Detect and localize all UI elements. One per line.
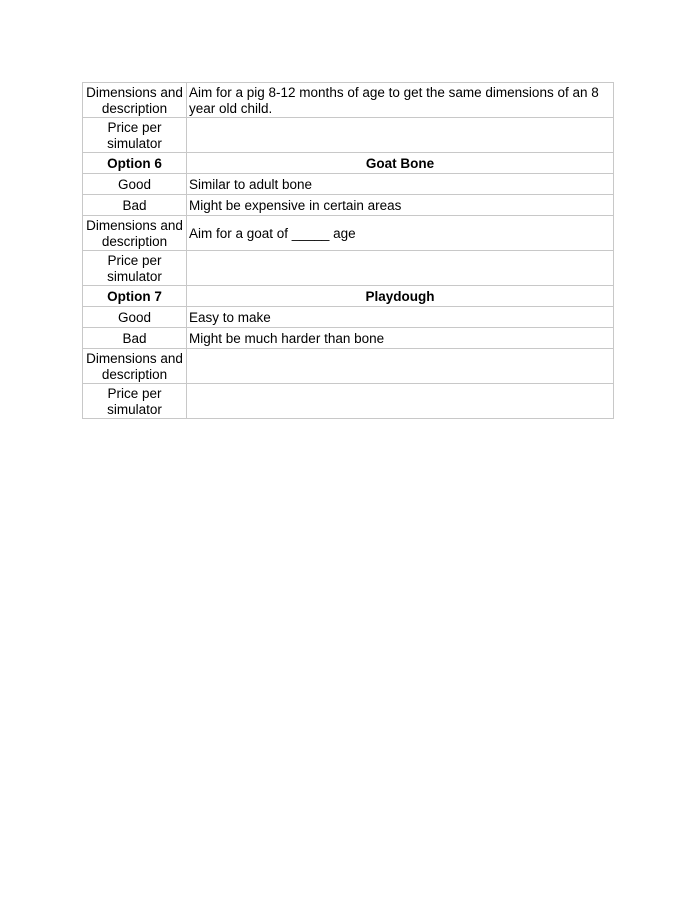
option-label: Option 7 — [83, 286, 187, 307]
row-label: Dimensions and description — [83, 349, 187, 384]
table-row-good — [83, 174, 614, 195]
table-row-dimensions — [83, 216, 614, 251]
table-row-price — [83, 251, 614, 286]
row-value: Similar to adult bone — [187, 174, 614, 195]
table-row-good — [83, 307, 614, 328]
simulator-options-table — [82, 82, 614, 419]
row-label: Good — [83, 307, 187, 328]
option-title: Goat Bone — [187, 153, 614, 174]
table-row-option-header — [83, 153, 614, 174]
row-label: Dimensions and description — [83, 83, 187, 118]
row-value: Might be expensive in certain areas — [187, 195, 614, 216]
row-value: Easy to make — [187, 307, 614, 328]
row-label: Price per simulator — [83, 118, 187, 153]
row-label: Dimensions and description — [83, 216, 187, 251]
row-value — [187, 384, 614, 419]
row-value — [187, 118, 614, 153]
row-label: Price per simulator — [83, 251, 187, 286]
row-value — [187, 349, 614, 384]
option-label: Option 6 — [83, 153, 187, 174]
table-row-bad — [83, 195, 614, 216]
table-row-dimensions — [83, 349, 614, 384]
table-row-dimensions — [83, 83, 614, 118]
row-value — [187, 251, 614, 286]
row-label: Price per simulator — [83, 384, 187, 419]
row-label: Bad — [83, 328, 187, 349]
row-value: Might be much harder than bone — [187, 328, 614, 349]
row-label: Good — [83, 174, 187, 195]
table-row-price — [83, 384, 614, 419]
row-label: Bad — [83, 195, 187, 216]
option-title: Playdough — [187, 286, 614, 307]
table-row-price — [83, 118, 614, 153]
table-row-bad — [83, 328, 614, 349]
row-value: Aim for a pig 8-12 months of age to get the same dimensions of an 8 year old child. — [187, 83, 614, 118]
row-value: Aim for a goat of _____ age — [187, 216, 614, 251]
table-row-option-header — [83, 286, 614, 307]
